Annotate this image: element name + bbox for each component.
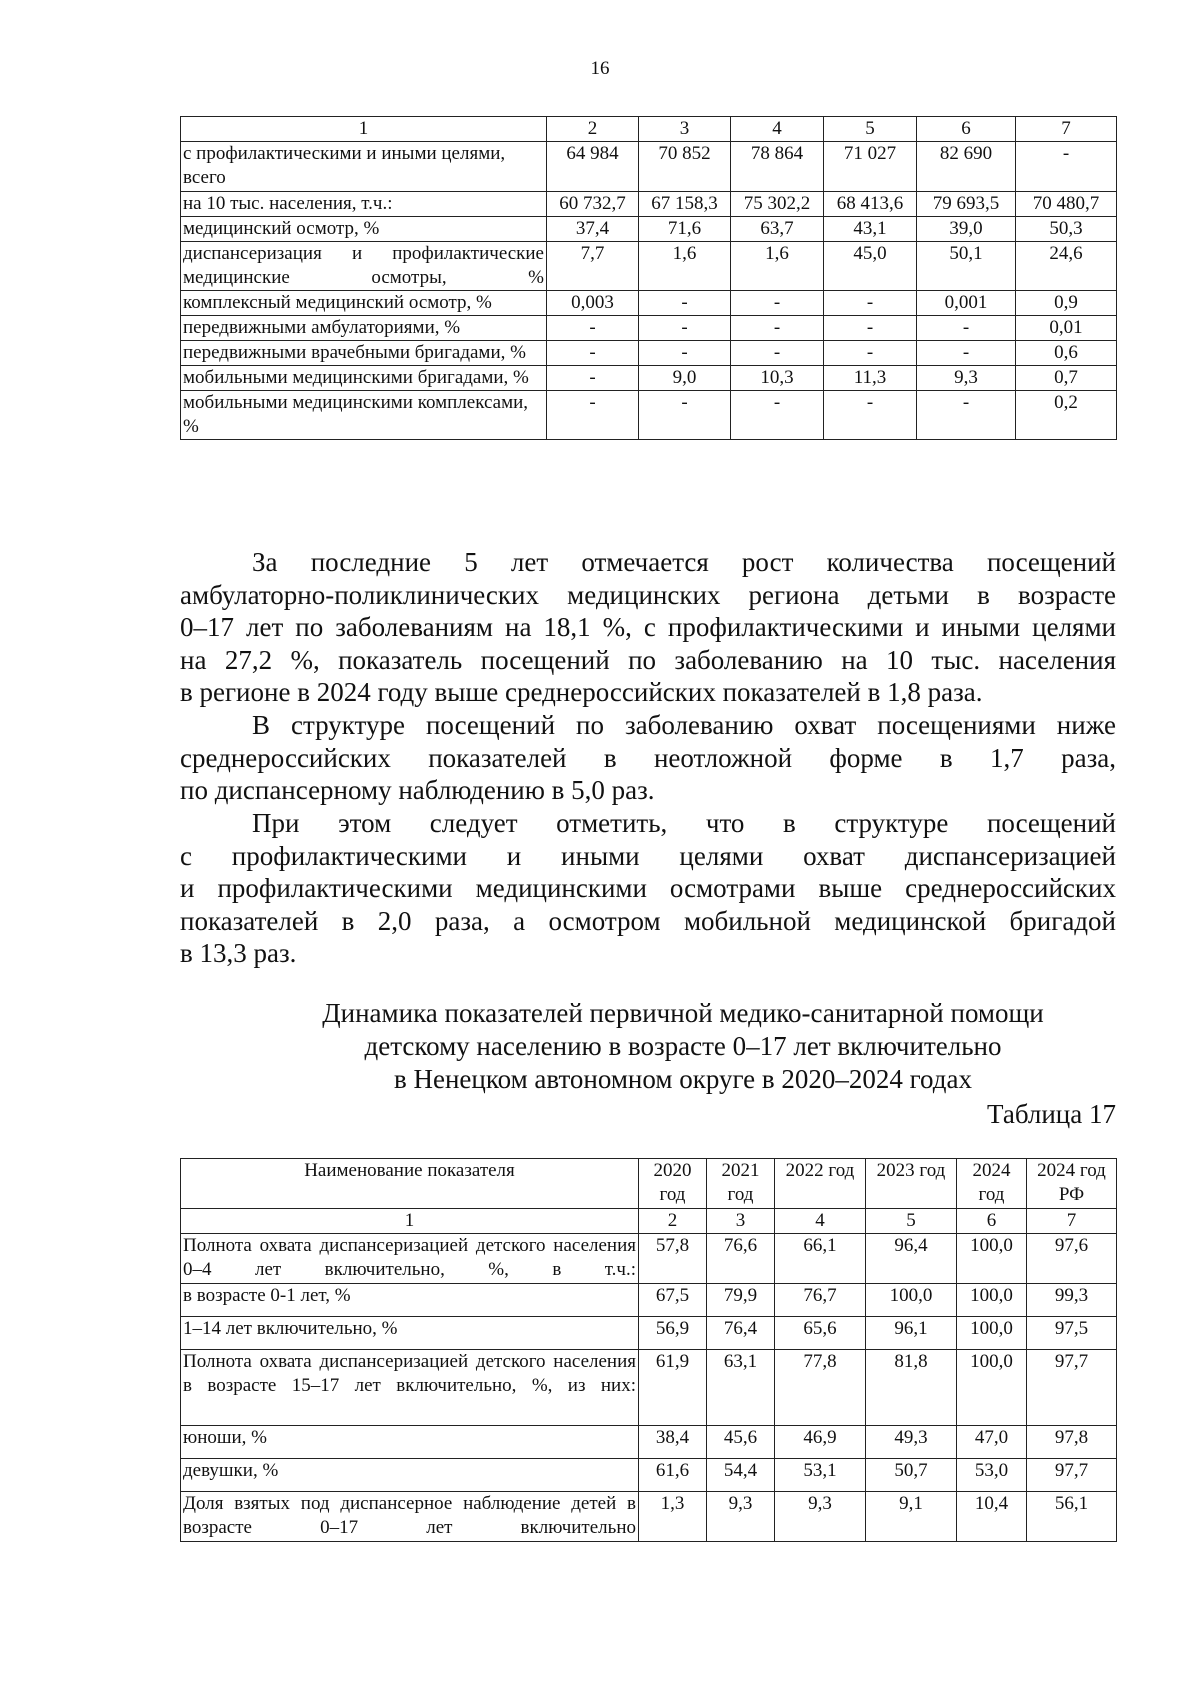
- table-cell: -: [547, 391, 639, 440]
- text-line: показателей в 2,0 раза, а осмотром мобильной медицинской бригадой: [180, 905, 1116, 936]
- row-label: юноши, %: [181, 1426, 639, 1459]
- text-line: с профилактическими и иными целями охват диспансеризацией: [180, 840, 1116, 871]
- table-cell: 0,001: [917, 291, 1016, 316]
- table-cell: 53,1: [775, 1459, 866, 1492]
- table-cell: -: [639, 316, 731, 341]
- header-cell: 2024 год РФ: [1027, 1159, 1117, 1209]
- header-cell: 2022 год: [775, 1159, 866, 1209]
- table-cell: 71 027: [824, 142, 917, 192]
- page-number: 16: [590, 58, 610, 79]
- table-row: [181, 242, 1117, 291]
- table-cell: 100,0: [957, 1350, 1027, 1426]
- table-cell: -: [824, 391, 917, 440]
- table-cell: 54,4: [707, 1459, 775, 1492]
- table-cell: -: [824, 341, 917, 366]
- table-cell: 49,3: [866, 1426, 957, 1459]
- table-cell: 63,7: [731, 217, 824, 242]
- table-cell: 100,0: [957, 1284, 1027, 1317]
- table-cell: -: [731, 341, 824, 366]
- table-cell: 97,6: [1027, 1234, 1117, 1284]
- table-cell: 97,8: [1027, 1426, 1117, 1459]
- table-cell: 1,6: [639, 242, 731, 291]
- table-row: [181, 1459, 1117, 1492]
- table-cell: 100,0: [957, 1234, 1027, 1284]
- table-cell: 76,7: [775, 1284, 866, 1317]
- table-cell: 0,7: [1016, 366, 1117, 391]
- column-number: 4: [775, 1209, 866, 1234]
- table-row: [181, 341, 1117, 366]
- table-row: [181, 1492, 1117, 1542]
- table-row: [181, 1426, 1117, 1459]
- row-label: Полнота охвата диспансеризацией детского населения 0–4 лет включительно, %, в т.ч.:: [181, 1234, 639, 1284]
- header-cell: 2024 год: [957, 1159, 1027, 1209]
- table-cell: 0,2: [1016, 391, 1117, 440]
- header-cell: 2023 год: [866, 1159, 957, 1209]
- text-line: В структуре посещений по заболеванию охват посещениями ниже: [252, 710, 1116, 740]
- table-label: Таблица 17: [987, 1099, 1116, 1129]
- table-cell: 11,3: [824, 366, 917, 391]
- table-cell: 67 158,3: [639, 192, 731, 217]
- table-cell: 76,6: [707, 1234, 775, 1284]
- table-cell: 70 480,7: [1016, 192, 1117, 217]
- table-cell: 97,7: [1027, 1350, 1117, 1426]
- table-cell: 0,01: [1016, 316, 1117, 341]
- table-row: [181, 291, 1117, 316]
- table-cell: 70 852: [639, 142, 731, 192]
- table-row: [181, 1284, 1117, 1317]
- row-label: передвижными врачебными бригадами, %: [181, 341, 547, 366]
- text-line: и профилактическими медицинскими осмотрами выше среднероссийских: [180, 873, 1116, 903]
- table-cell: 7,7: [547, 242, 639, 291]
- table-row: [181, 217, 1117, 242]
- column-number: 3: [639, 117, 731, 142]
- table-cell: 9,3: [775, 1492, 866, 1542]
- row-label: диспансеризация и профилактические медицинские осмотры, %: [181, 242, 547, 291]
- table-cell: -: [917, 341, 1016, 366]
- row-label: медицинский осмотр, %: [181, 217, 547, 242]
- table-cell: 81,8: [866, 1350, 957, 1426]
- table-cell: 56,1: [1027, 1492, 1117, 1542]
- table-cell: 75 302,2: [731, 192, 824, 217]
- table-caption: [180, 997, 1116, 1096]
- column-number: 6: [957, 1209, 1027, 1234]
- table-cell: -: [547, 341, 639, 366]
- text-line: При этом следует отметить, что в структуре посещений: [252, 808, 1116, 838]
- table-cell: 9,3: [707, 1492, 775, 1542]
- table-cell: 61,9: [639, 1350, 707, 1426]
- table-cell: 97,7: [1027, 1459, 1117, 1492]
- table-cell: -: [824, 316, 917, 341]
- table-row: [181, 391, 1117, 440]
- table-cell: 56,9: [639, 1317, 707, 1350]
- table-cell: 43,1: [824, 217, 917, 242]
- column-number: 4: [731, 117, 824, 142]
- table-cell: 50,7: [866, 1459, 957, 1492]
- column-number: 6: [917, 117, 1016, 142]
- paragraph-prevention: [180, 807, 1116, 970]
- table-cell: 39,0: [917, 217, 1016, 242]
- table-cell: 0,003: [547, 291, 639, 316]
- table-cell: -: [824, 291, 917, 316]
- column-number: 5: [824, 117, 917, 142]
- table-cell: 10,4: [957, 1492, 1027, 1542]
- table-cell: -: [547, 316, 639, 341]
- table-cell: 37,4: [547, 217, 639, 242]
- table-row: [181, 1350, 1117, 1426]
- table-cell: 76,4: [707, 1317, 775, 1350]
- table-row: [181, 1317, 1117, 1350]
- column-number: 2: [547, 117, 639, 142]
- table-cell: 50,3: [1016, 217, 1117, 242]
- table-cell: 47,0: [957, 1426, 1027, 1459]
- column-number: 7: [1016, 117, 1117, 142]
- column-number: 3: [707, 1209, 775, 1234]
- table-cell: 100,0: [866, 1284, 957, 1317]
- table-cell: 96,4: [866, 1234, 957, 1284]
- table-header-row: [181, 117, 1117, 142]
- caption-line: в Ненецком автономном округе в 2020–2024 годах: [393, 1064, 973, 1094]
- header-cell: Наименование показателя: [181, 1159, 639, 1209]
- table-cell: 71,6: [639, 217, 731, 242]
- table-cell: 9,0: [639, 366, 731, 391]
- table-cell: 0,6: [1016, 341, 1117, 366]
- column-number: 1: [181, 1209, 639, 1234]
- table-cell: 79,9: [707, 1284, 775, 1317]
- paragraph-visits-growth: [180, 546, 1116, 709]
- table-cell: 45,0: [824, 242, 917, 291]
- row-label: комплексный медицинский осмотр, %: [181, 291, 547, 316]
- row-label: с профилактическими и иными целями, всего: [181, 142, 547, 192]
- table-cell: 96,1: [866, 1317, 957, 1350]
- paragraph-structure: [180, 709, 1116, 807]
- table-cell: 68 413,6: [824, 192, 917, 217]
- table-row: [181, 142, 1117, 192]
- table-cell: -: [731, 291, 824, 316]
- table-cell: 99,3: [1027, 1284, 1117, 1317]
- table-cell: 66,1: [775, 1234, 866, 1284]
- row-label: на 10 тыс. населения, т.ч.:: [181, 192, 547, 217]
- table-row: [181, 1234, 1117, 1284]
- table-row: [181, 366, 1117, 391]
- text-line: амбулаторно-поликлинических медицинских региона детьми в возрасте: [180, 579, 1116, 610]
- table-cell: 9,1: [866, 1492, 957, 1542]
- table-cell: 61,6: [639, 1459, 707, 1492]
- table-cell: 64 984: [547, 142, 639, 192]
- text-line: на 27,2 %, показатель посещений по заболеванию на 10 тыс. населения: [180, 644, 1116, 675]
- column-number: 5: [866, 1209, 957, 1234]
- table-cell: 78 864: [731, 142, 824, 192]
- row-label: передвижными амбулаториями, %: [181, 316, 547, 341]
- table-cell: -: [639, 291, 731, 316]
- table-cell: -: [639, 341, 731, 366]
- table-cell: 82 690: [917, 142, 1016, 192]
- column-number: 2: [639, 1209, 707, 1234]
- table-header-row: [181, 1159, 1117, 1209]
- table-cell: 45,6: [707, 1426, 775, 1459]
- row-label: в возрасте 0-1 лет, %: [181, 1284, 639, 1317]
- visits-table: [180, 116, 1117, 440]
- table-cell: 63,1: [707, 1350, 775, 1426]
- table-cell: 46,9: [775, 1426, 866, 1459]
- table-cell: 0,9: [1016, 291, 1117, 316]
- table-cell: -: [917, 316, 1016, 341]
- text-line: по диспансерному наблюдению в 5,0 раз.: [180, 775, 655, 805]
- row-label: Доля взятых под диспансерное наблюдение детей в возрасте 0–17 лет включительно: [181, 1492, 639, 1542]
- table-row: [181, 316, 1117, 341]
- row-label: девушки, %: [181, 1459, 639, 1492]
- table-cell: -: [731, 316, 824, 341]
- table-cell: 60 732,7: [547, 192, 639, 217]
- table-cell: 50,1: [917, 242, 1016, 291]
- table-cell: -: [547, 366, 639, 391]
- table-cell: 1,3: [639, 1492, 707, 1542]
- table-cell: 10,3: [731, 366, 824, 391]
- table-cell: -: [731, 391, 824, 440]
- table-cell: 67,5: [639, 1284, 707, 1317]
- table-cell: 24,6: [1016, 242, 1117, 291]
- table-cell: 100,0: [957, 1317, 1027, 1350]
- table-cell: 1,6: [731, 242, 824, 291]
- row-label: 1–14 лет включительно, %: [181, 1317, 639, 1350]
- table-17: [180, 1158, 1117, 1542]
- table-cell: 79 693,5: [917, 192, 1016, 217]
- row-label: мобильными медицинскими бригадами, %: [181, 366, 547, 391]
- table-cell: -: [639, 391, 731, 440]
- header-cell: 2021 год: [707, 1159, 775, 1209]
- text-line: в 13,3 раз.: [180, 938, 297, 968]
- table-cell: 53,0: [957, 1459, 1027, 1492]
- header-cell: 2020 год: [639, 1159, 707, 1209]
- table-cell: -: [917, 391, 1016, 440]
- column-number: 7: [1027, 1209, 1117, 1234]
- table-cell: 57,8: [639, 1234, 707, 1284]
- caption-line: Динамика показателей первичной медико-санитарной помощи: [322, 998, 1044, 1028]
- text-line: За последние 5 лет отмечается рост количества посещений: [252, 547, 1116, 577]
- table-cell: 97,5: [1027, 1317, 1117, 1350]
- table-cell: -: [1016, 142, 1117, 192]
- text-line: в регионе в 2024 году выше среднероссийских показателей в 1,8 раза.: [180, 677, 983, 707]
- text-line: среднероссийских показателей в неотложной форме в 1,7 раза,: [180, 742, 1116, 773]
- row-label: Полнота охвата диспансеризацией детского населения в возрасте 15–17 лет включительно, %, из них:: [181, 1350, 639, 1426]
- caption-line: детскому населению в возрасте 0–17 лет включительно: [364, 1031, 1002, 1061]
- table-cell: 38,4: [639, 1426, 707, 1459]
- text-line: 0–17 лет по заболеваниям на 18,1 %, с профилактическими и иными целями: [180, 612, 1116, 642]
- table-number-row: [181, 1209, 1117, 1234]
- row-label: мобильными медицинскими комплексами, %: [181, 391, 547, 440]
- table-cell: 9,3: [917, 366, 1016, 391]
- column-number: 1: [181, 117, 547, 142]
- table-cell: 77,8: [775, 1350, 866, 1426]
- table-row: [181, 192, 1117, 217]
- table-cell: 65,6: [775, 1317, 866, 1350]
